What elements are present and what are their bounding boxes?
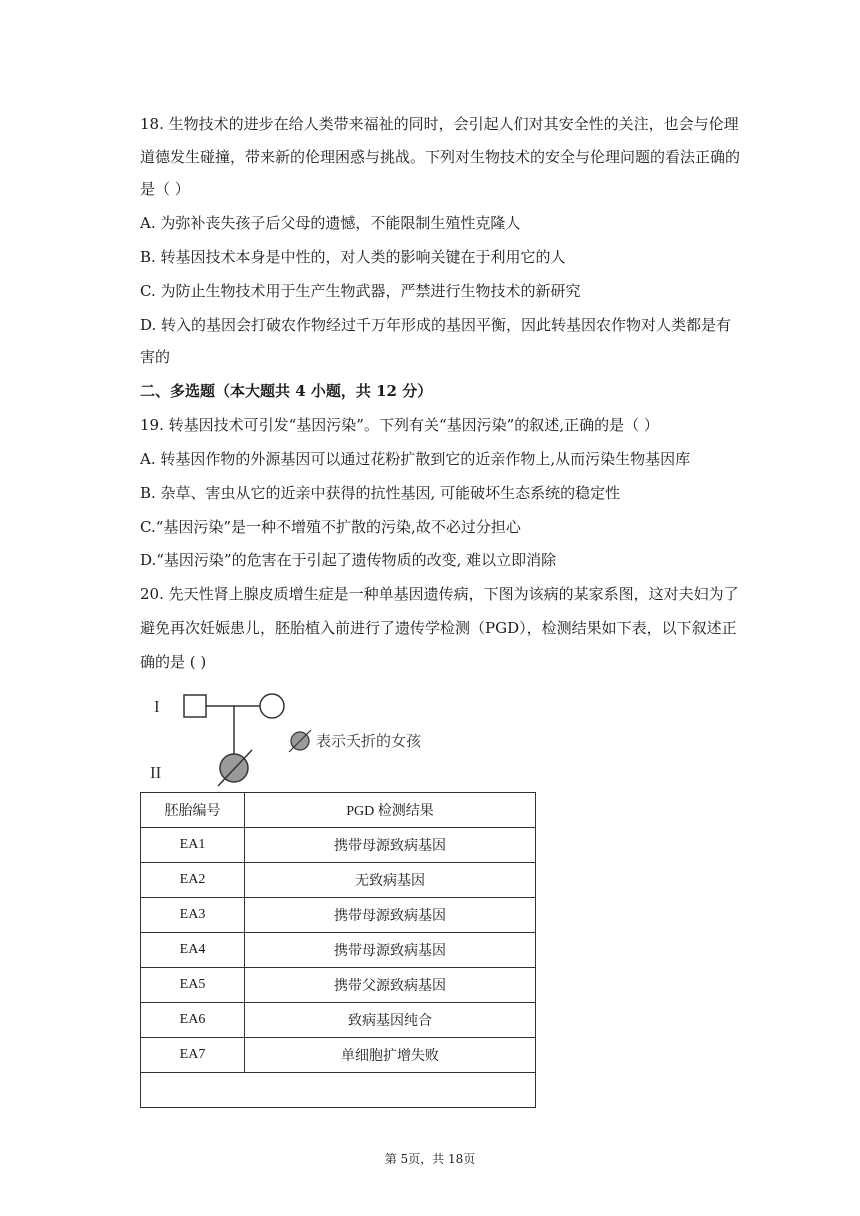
q18-stem-line3: 是（ ） [140, 180, 190, 198]
q20-stem-line2: 避免再次妊娠患儿，胚胎植入前进行了遗传学检测（PGD），检测结果如下表，以下叙述正 [140, 619, 737, 637]
q18-option-c: C. 为防止生物技术用于生产生物武器，严禁进行生物技术的新研究 [140, 282, 581, 300]
embryo-id-cell: EA4 [141, 933, 245, 968]
section-heading-multiple-choice: 二、多选题（本大题共 4 小题，共 12 分） [140, 382, 433, 400]
pgd-result-cell: 无致病基因 [245, 863, 536, 898]
generation-label-1: I [154, 697, 160, 716]
q18-option-d-line1: D. 转入的基因会打破农作物经过千万年形成的基因平衡，因此转基因农作物对人类都是有 [140, 316, 732, 334]
father-square-symbol [184, 695, 206, 717]
q19-option-b: B. 杂草、害虫从它的近亲中获得的抗性基因, 可能破坏生态系统的稳定性 [140, 484, 621, 502]
q18-stem-line1: 18. 生物技术的进步在给人类带来福祉的同时，会引起人们对其安全性的关注，也会与伦理 [140, 115, 739, 133]
pgd-result-cell: 携带母源致病基因 [245, 828, 536, 863]
q20-stem-line3: 确的是 ( ) [140, 653, 207, 671]
q18-option-d-line2: 害的 [140, 348, 171, 366]
pgd-result-cell: 致病基因纯合 [245, 1003, 536, 1038]
legend-text: 表示夭折的女孩 [316, 732, 422, 750]
pgd-result-cell: 单细胞扩增失败 [245, 1038, 536, 1073]
table-row [141, 863, 536, 898]
q18-stem-line2: 道德发生碰撞，带来新的伦理困惑与挑战。下列对生物技术的安全与伦理问题的看法正确的 [140, 148, 741, 166]
pgd-result-cell: 携带母源致病基因 [245, 933, 536, 968]
page-footer: 第 5页，共 18页 [384, 1152, 476, 1166]
embryo-id-cell: EA5 [141, 968, 245, 1003]
mother-circle-symbol [260, 694, 284, 718]
q19-option-a: A. 转基因作物的外源基因可以通过花粉扩散到它的近亲作物上,从而污染生物基因库 [140, 450, 691, 468]
empty-cell [141, 1073, 536, 1108]
generation-label-2: II [150, 763, 162, 782]
q19-stem: 19. 转基因技术可引发“基因污染”。下列有关“基因污染”的叙述,正确的是（ ） [140, 416, 659, 434]
table-row [141, 968, 536, 1003]
q18-option-b: B. 转基因技术本身是中性的，对人类的影响关键在于利用它的人 [140, 248, 566, 266]
embryo-id-cell: EA2 [141, 863, 245, 898]
pgd-results-table [140, 792, 536, 1108]
embryo-id-cell: EA7 [141, 1038, 245, 1073]
embryo-id-cell: EA1 [141, 828, 245, 863]
pgd-result-cell: 携带父源致病基因 [245, 968, 536, 1003]
embryo-id-cell: EA6 [141, 1003, 245, 1038]
q20-stem-line1: 20. 先天性肾上腺皮质增生症是一种单基因遗传病，下图为该病的某家系图，这对夫妇为了 [140, 585, 739, 603]
table-row [141, 898, 536, 933]
table-row [141, 1038, 536, 1073]
pedigree-diagram [148, 688, 448, 788]
q19-option-c: C.“基因污染”是一种不增殖不扩散的污染,故不必过分担心 [140, 518, 521, 536]
pgd-result-cell: 携带母源致病基因 [245, 898, 536, 933]
header-embryo-id: 胚胎编号 [141, 793, 245, 828]
table-row [141, 933, 536, 968]
q19-option-d: D.“基因污染”的危害在于引起了遗传物质的改变, 难以立即消除 [140, 551, 557, 569]
table-row [141, 1003, 536, 1038]
embryo-id-cell: EA3 [141, 898, 245, 933]
table-row [141, 828, 536, 863]
header-pgd-result: PGD 检测结果 [245, 793, 536, 828]
table-header-row [141, 793, 536, 828]
q18-option-a: A. 为弥补丧失孩子后父母的遗憾，不能限制生殖性克隆人 [140, 214, 521, 232]
table-empty-row [141, 1073, 536, 1108]
